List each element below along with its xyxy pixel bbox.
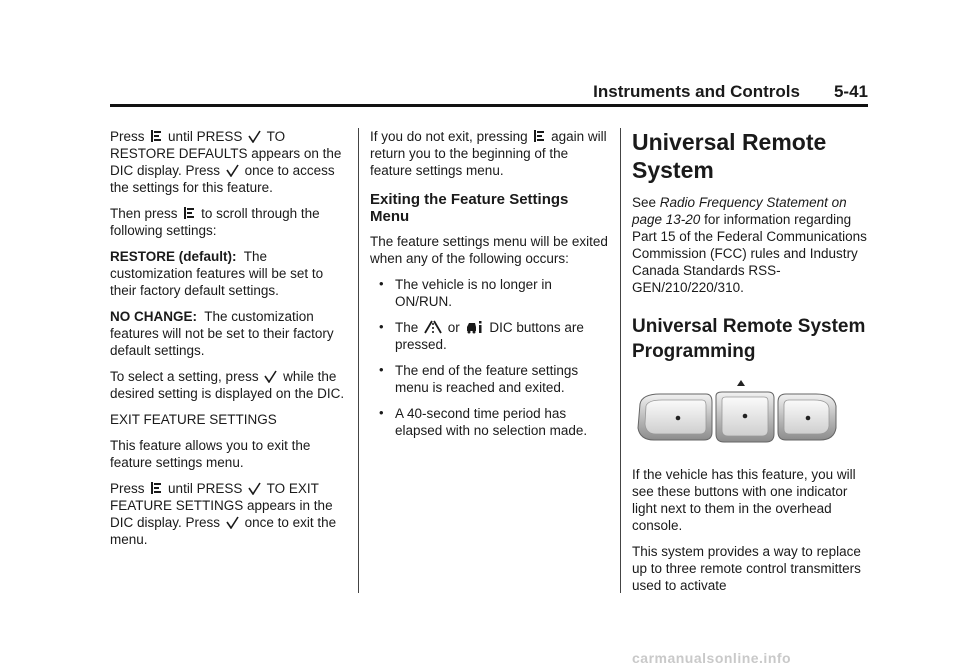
checkmark-icon (248, 130, 261, 143)
section-title: Instruments and Controls (593, 82, 800, 101)
paragraph-exit-conditions: The feature settings menu will be exited when any of the following occurs: (370, 234, 608, 266)
exiting-menu-heading: Exiting the Feature Settings Menu (370, 191, 569, 225)
column-divider (358, 128, 359, 593)
list-item: • The vehicle is no longer in ON/RUN. (379, 276, 552, 309)
column-2 (370, 128, 610, 448)
remote-button-1[interactable] (638, 394, 712, 440)
universal-remote-title: Universal Remote System (632, 129, 827, 183)
menu-list-icon (150, 481, 162, 495)
list-item: • The end of the feature settings menu is reached and exited. (379, 362, 579, 395)
paragraph-exit-steps: Press until PRESS TO EXIT FEATURE SETTINGS appears in the DIC display. Press once to exit the menu. (110, 481, 337, 547)
watermark: carmanualsonline.info (632, 650, 792, 666)
paragraph-restore-intro: Press until PRESS TO RESTORE DEFAULTS appears on the DIC display. Press once to access the settings for this feature. (110, 129, 342, 195)
programming-title: Universal Remote System Programming (632, 316, 866, 362)
remote-buttons-illustration (632, 374, 842, 454)
remote-button-3[interactable] (778, 394, 836, 440)
exit-feature-heading: EXIT FEATURE SETTINGS (110, 412, 277, 427)
column-divider (620, 128, 621, 593)
indicator-light (737, 380, 745, 386)
checkmark-icon (248, 482, 261, 495)
checkmark-icon (264, 370, 277, 383)
menu-list-icon (533, 129, 545, 143)
paragraph-see-reference: See Radio Frequency Statement on page 13-20 for information regarding Part 15 of the Federal Communications Commission (FCC) rules and Industry Canada Standards RSS-GEN/210/220/310. (632, 195, 867, 295)
trip-road-icon (424, 320, 442, 334)
paragraph-no-change: NO CHANGE: The customization features will not be set to their factory default settings. (110, 309, 334, 358)
paragraph-select-setting: To select a setting, press while the desired setting is displayed on the DIC. (110, 369, 345, 401)
paragraph-system-description: This system provides a way to replace up to three remote control transmitters used to activate (632, 544, 861, 593)
reference-link[interactable]: Radio Frequency Statement on page 13-20 (632, 195, 847, 227)
page-number: 5-41 (833, 82, 868, 101)
menu-list-icon (150, 129, 162, 143)
remote-button-2[interactable] (716, 392, 774, 442)
header-rule (110, 104, 868, 107)
checkmark-icon (226, 164, 239, 177)
vehicle-info-icon (466, 320, 484, 334)
paragraph-exit-feature: This feature allows you to exit the feature settings menu. (110, 438, 311, 470)
paragraph-restore-default: RESTORE (default): The customization features will be set to their factory default settings. (110, 249, 324, 298)
column-1 (110, 128, 348, 557)
paragraph-buttons-description: If the vehicle has this feature, you will see these buttons with one indicator light next to them in the overhead console. (632, 467, 856, 533)
list-item: • A 40-second time period has elapsed with no selection made. (379, 405, 588, 438)
column-3 (632, 128, 868, 603)
overhead-button-panel (632, 374, 842, 446)
list-item: • The or DIC buttons are pressed. (379, 319, 584, 352)
menu-list-icon (183, 206, 195, 220)
checkmark-icon (226, 516, 239, 529)
exit-conditions-list (370, 276, 610, 439)
paragraph-scroll: Then press to scroll through the following settings: (110, 206, 320, 238)
paragraph-not-exit: If you do not exit, pressing again will return you to the beginning of the feature settings menu. (370, 129, 607, 178)
